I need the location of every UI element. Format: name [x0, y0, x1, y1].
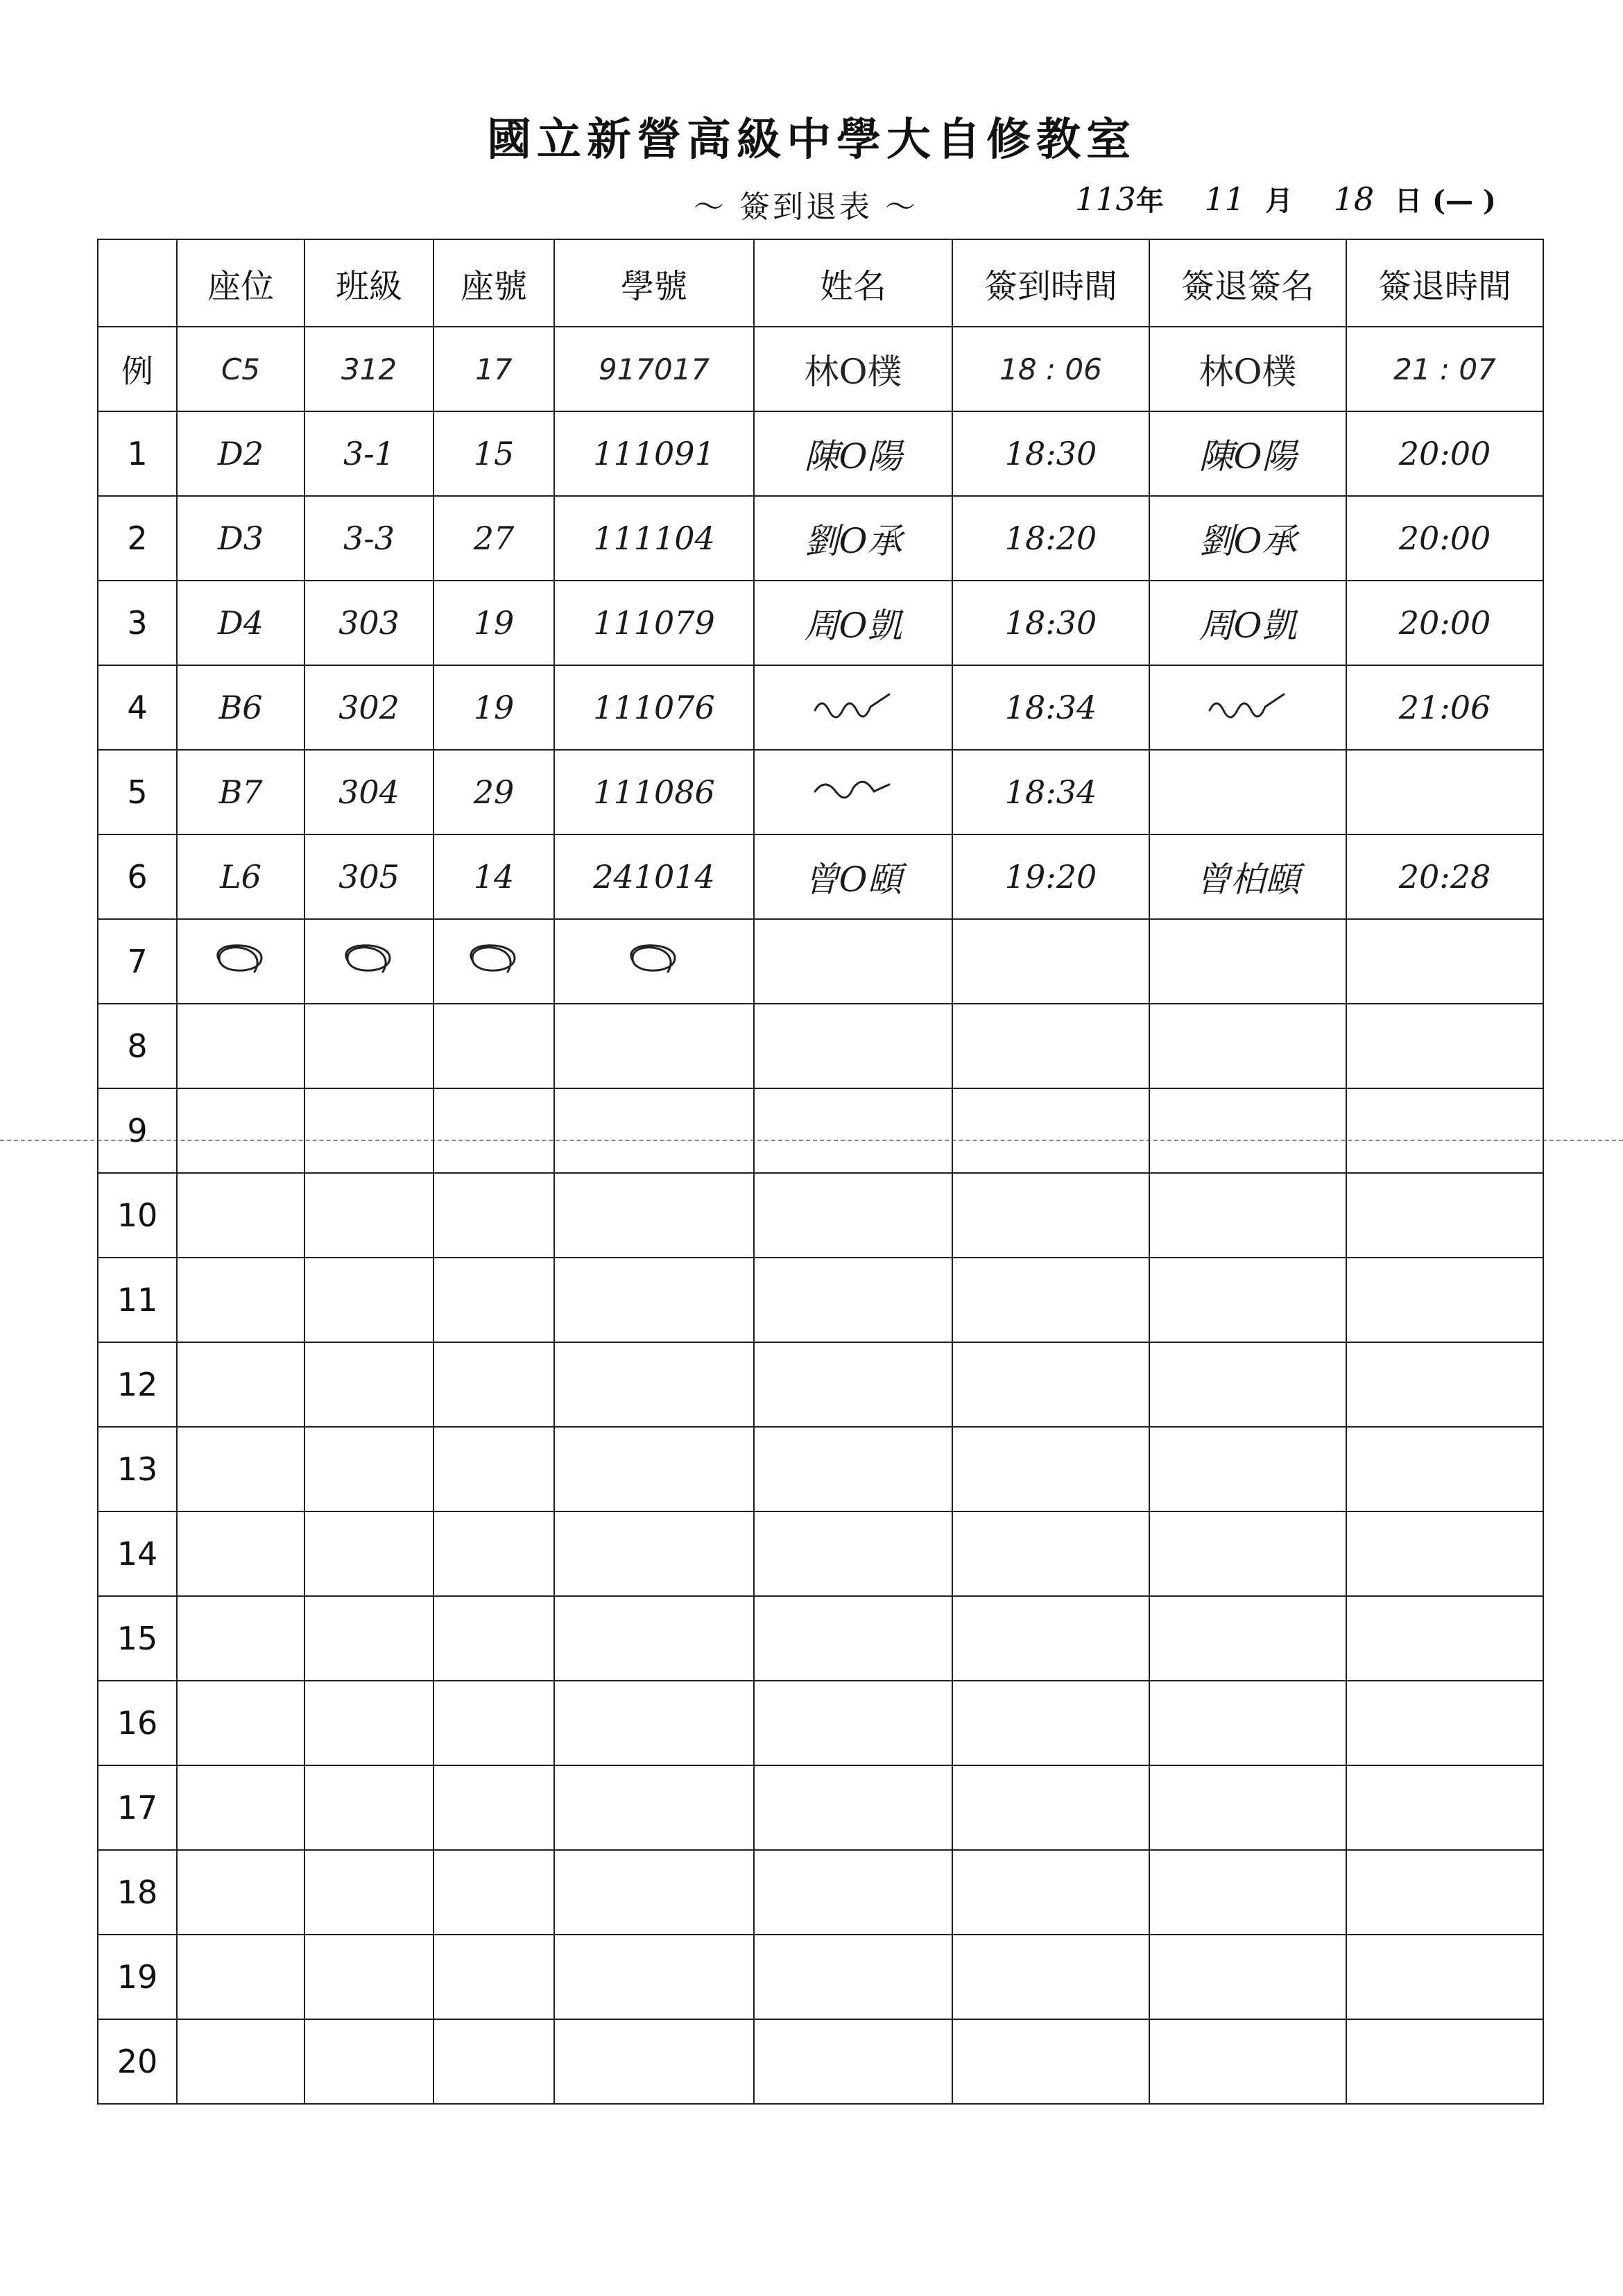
- cell-student-id: [554, 1511, 754, 1596]
- cell-sign-out-time: [1346, 1511, 1543, 1596]
- cell-class: 305: [304, 834, 433, 919]
- row-number: 17: [98, 1765, 177, 1850]
- table-row: [98, 665, 1543, 750]
- cell-sign-out-signature: [1149, 1427, 1346, 1511]
- cell-name: [754, 1173, 952, 1258]
- table-row: [98, 1681, 1543, 1765]
- row-number: 13: [98, 1427, 177, 1511]
- cell-seat-number: [433, 1173, 554, 1258]
- cell-sign-out-signature: [1149, 919, 1346, 1004]
- cell-sign-in-time: [952, 1258, 1149, 1342]
- example-sign-out-time: 21 : 07: [1346, 327, 1543, 411]
- row-number: 5: [98, 750, 177, 834]
- cell-sign-out-signature: 周O凱: [1149, 581, 1346, 665]
- cell-sign-out-signature: [1149, 1258, 1346, 1342]
- table-row: [98, 919, 1543, 1004]
- cell-seat: [177, 1173, 304, 1258]
- cell-sign-out-signature: [1149, 750, 1346, 834]
- cell-sign-in-time: 19:20: [952, 834, 1149, 919]
- cell-sign-out-signature: [1149, 2019, 1346, 2104]
- cell-seat-number: [433, 1850, 554, 1935]
- cell-sign-out-signature: 曾柏頤: [1149, 834, 1346, 919]
- cell-sign-out-time: [1346, 1681, 1543, 1765]
- cell-sign-in-time: [952, 1596, 1149, 1681]
- sign-in-table: [97, 239, 1544, 2105]
- date-month: 11: [1204, 180, 1245, 218]
- cell-sign-in-time: [952, 919, 1149, 1004]
- cell-name: [754, 1596, 952, 1681]
- table-row: [98, 1511, 1543, 1596]
- cell-sign-out-signature: 劉O承: [1149, 496, 1346, 581]
- cell-student-id: 111079: [554, 581, 754, 665]
- example-name: 林O樸: [754, 327, 952, 411]
- cell-seat-number: 29: [433, 750, 554, 834]
- date-day-unit: 日: [1394, 185, 1423, 217]
- cell-class: 303: [304, 581, 433, 665]
- cell-name: [754, 750, 952, 834]
- cell-sign-in-time: 18:34: [952, 665, 1149, 750]
- header-row: [98, 239, 1543, 327]
- cell-seat-number: [433, 1258, 554, 1342]
- cell-student-id: 111091: [554, 411, 754, 496]
- cell-class: [304, 1258, 433, 1342]
- cell-sign-in-time: 18:30: [952, 411, 1149, 496]
- table-row: [98, 1765, 1543, 1850]
- cell-seat: [177, 1511, 304, 1596]
- cell-seat-number: [433, 1765, 554, 1850]
- row-number: 20: [98, 2019, 177, 2104]
- cell-sign-out-signature: [1149, 1088, 1346, 1173]
- table-row: [98, 1342, 1543, 1427]
- cell-seat: D4: [177, 581, 304, 665]
- cell-sign-out-signature: [1149, 1850, 1346, 1935]
- cell-seat: [177, 1427, 304, 1511]
- cell-class: [304, 1511, 433, 1596]
- cell-sign-out-time: 21:06: [1346, 665, 1543, 750]
- date-weekday: (— ): [1432, 185, 1496, 217]
- cell-sign-out-signature: [1149, 1004, 1346, 1088]
- document-subtitle: ～ 簽到退表 ～: [694, 189, 918, 225]
- cell-sign-out-time: [1346, 1427, 1543, 1511]
- cell-seat: D2: [177, 411, 304, 496]
- cell-class: [304, 919, 433, 1004]
- row-number: 14: [98, 1511, 177, 1596]
- cell-sign-out-signature: [1149, 1681, 1346, 1765]
- row-number: 4: [98, 665, 177, 750]
- cell-seat-number: [433, 1596, 554, 1681]
- cell-name: [754, 1681, 952, 1765]
- cell-sign-in-time: [952, 1173, 1149, 1258]
- cell-sign-out-time: [1346, 1258, 1543, 1342]
- cell-seat: B7: [177, 750, 304, 834]
- table-row: [98, 834, 1543, 919]
- cell-sign-out-time: [1346, 1850, 1543, 1935]
- example-class: 312: [304, 327, 433, 411]
- cell-seat-number: [433, 1342, 554, 1427]
- header-sign-out-time: 簽退時間: [1346, 239, 1543, 327]
- cell-seat: [177, 1850, 304, 1935]
- cell-name: [754, 2019, 952, 2104]
- row-number: 3: [98, 581, 177, 665]
- cell-name: [754, 1935, 952, 2019]
- cell-class: [304, 1935, 433, 2019]
- cell-seat-number: [433, 1088, 554, 1173]
- table-row: [98, 411, 1543, 496]
- header-seat: 座位: [177, 239, 304, 327]
- crossed-out-scribble-icon: [452, 934, 535, 982]
- cell-name: [754, 1511, 952, 1596]
- cell-seat: [177, 1258, 304, 1342]
- cell-sign-out-time: [1346, 1596, 1543, 1681]
- cell-name: [754, 1088, 952, 1173]
- cell-student-id: [554, 1765, 754, 1850]
- table-row: [98, 1427, 1543, 1511]
- cell-seat-number: [433, 1004, 554, 1088]
- row-number: 15: [98, 1596, 177, 1681]
- cell-student-id: [554, 1596, 754, 1681]
- cell-class: [304, 1004, 433, 1088]
- cell-sign-out-time: [1346, 919, 1543, 1004]
- cell-name: [754, 665, 952, 750]
- cell-sign-out-time: [1346, 1342, 1543, 1427]
- cell-student-id: 111076: [554, 665, 754, 750]
- cell-sign-out-signature: 陳O陽: [1149, 411, 1346, 496]
- row-number: 16: [98, 1681, 177, 1765]
- cell-class: 302: [304, 665, 433, 750]
- header-sign-out-signature: 簽退簽名: [1149, 239, 1346, 327]
- cell-name: [754, 1004, 952, 1088]
- cell-class: [304, 1088, 433, 1173]
- signature-scribble-icon: [1206, 679, 1289, 728]
- example-row: [98, 327, 1543, 411]
- table-row: [98, 1596, 1543, 1681]
- cell-student-id: [554, 1850, 754, 1935]
- cell-name: [754, 919, 952, 1004]
- row-number: 8: [98, 1004, 177, 1088]
- cell-sign-out-time: 20:00: [1346, 581, 1543, 665]
- row-number: 9: [98, 1088, 177, 1173]
- cell-seat: D3: [177, 496, 304, 581]
- cell-sign-in-time: [952, 1511, 1149, 1596]
- cell-class: 304: [304, 750, 433, 834]
- cell-seat: [177, 1765, 304, 1850]
- cell-class: [304, 1681, 433, 1765]
- row-number: 11: [98, 1258, 177, 1342]
- table-row: [98, 750, 1543, 834]
- table-row: [98, 1004, 1543, 1088]
- cell-seat-number: 19: [433, 665, 554, 750]
- cell-name: [754, 1765, 952, 1850]
- date-day: 18: [1333, 180, 1375, 218]
- signature-scribble-icon: [812, 679, 895, 728]
- row-number: 18: [98, 1850, 177, 1935]
- cell-sign-out-time: [1346, 1173, 1543, 1258]
- cell-sign-in-time: 18:34: [952, 750, 1149, 834]
- example-label: 例: [98, 327, 177, 411]
- cell-sign-out-signature: [1149, 1173, 1346, 1258]
- cell-sign-out-signature: [1149, 1596, 1346, 1681]
- row-number: 7: [98, 919, 177, 1004]
- row-number: 12: [98, 1342, 177, 1427]
- row-number: 1: [98, 411, 177, 496]
- cell-class: 3-1: [304, 411, 433, 496]
- example-seat-number: 17: [433, 327, 554, 411]
- cell-seat-number: [433, 919, 554, 1004]
- date-month-unit: 月: [1265, 185, 1294, 217]
- cell-student-id: 111086: [554, 750, 754, 834]
- row-number: 10: [98, 1173, 177, 1258]
- cell-seat: [177, 1088, 304, 1173]
- header-class: 班級: [304, 239, 433, 327]
- header-name: 姓名: [754, 239, 952, 327]
- cell-seat-number: 27: [433, 496, 554, 581]
- cell-seat-number: [433, 1511, 554, 1596]
- example-sign-in-time: 18 : 06: [952, 327, 1149, 411]
- cell-sign-out-time: [1346, 1088, 1543, 1173]
- cell-sign-in-time: [952, 1850, 1149, 1935]
- cell-sign-out-time: [1346, 2019, 1543, 2104]
- cell-sign-out-time: 20:28: [1346, 834, 1543, 919]
- cell-sign-out-time: [1346, 750, 1543, 834]
- cell-seat-number: 15: [433, 411, 554, 496]
- cell-sign-out-time: 20:00: [1346, 496, 1543, 581]
- table-row: [98, 1088, 1543, 1173]
- cell-name: 曾O頤: [754, 834, 952, 919]
- crossed-out-scribble-icon: [612, 934, 696, 982]
- header-cell-blank: [98, 239, 177, 327]
- document-title: 國立新營高級中學大自修教室: [487, 114, 1136, 166]
- row-number: 6: [98, 834, 177, 919]
- cell-class: [304, 2019, 433, 2104]
- cell-sign-out-signature: [1149, 1765, 1346, 1850]
- table-row: [98, 496, 1543, 581]
- table-row: [98, 1850, 1543, 1935]
- table-row: [98, 581, 1543, 665]
- cell-student-id: [554, 1342, 754, 1427]
- cell-class: [304, 1765, 433, 1850]
- example-sign-out-signature: 林O樸: [1149, 327, 1346, 411]
- crossed-out-scribble-icon: [199, 934, 282, 982]
- row-number: 2: [98, 496, 177, 581]
- date-line: [1075, 179, 1496, 219]
- cell-sign-in-time: [952, 1681, 1149, 1765]
- cell-student-id: [554, 2019, 754, 2104]
- header-sign-in-time: 簽到時間: [952, 239, 1149, 327]
- cell-sign-in-time: 18:20: [952, 496, 1149, 581]
- cell-name: [754, 1258, 952, 1342]
- cell-seat: [177, 1935, 304, 2019]
- example-student-id: 917017: [554, 327, 754, 411]
- cell-sign-in-time: [952, 1935, 1149, 2019]
- cell-sign-out-time: [1346, 1765, 1543, 1850]
- cell-sign-out-time: [1346, 1004, 1543, 1088]
- cell-class: [304, 1427, 433, 1511]
- table-row: [98, 2019, 1543, 2104]
- cell-class: [304, 1342, 433, 1427]
- cell-student-id: [554, 1173, 754, 1258]
- row-number: 19: [98, 1935, 177, 2019]
- cell-sign-in-time: [952, 1765, 1149, 1850]
- cell-seat: [177, 1596, 304, 1681]
- cell-name: 劉O承: [754, 496, 952, 581]
- cell-name: 周O凱: [754, 581, 952, 665]
- cell-student-id: 111104: [554, 496, 754, 581]
- cell-student-id: [554, 919, 754, 1004]
- cell-seat-number: [433, 2019, 554, 2104]
- cell-class: [304, 1173, 433, 1258]
- date-year-unit: 年: [1135, 185, 1164, 217]
- cell-sign-in-time: [952, 2019, 1149, 2104]
- cell-seat: [177, 1681, 304, 1765]
- cell-seat-number: 19: [433, 581, 554, 665]
- cell-sign-out-signature: [1149, 1935, 1346, 2019]
- cell-class: [304, 1850, 433, 1935]
- table-row: [98, 1258, 1543, 1342]
- header-student-id: 學號: [554, 239, 754, 327]
- cell-name: 陳O陽: [754, 411, 952, 496]
- cell-sign-out-signature: [1149, 665, 1346, 750]
- cell-student-id: [554, 1935, 754, 2019]
- cell-student-id: [554, 1258, 754, 1342]
- cell-student-id: [554, 1427, 754, 1511]
- date-year: 113: [1075, 180, 1136, 218]
- cell-seat: [177, 2019, 304, 2104]
- cell-sign-out-signature: [1149, 1342, 1346, 1427]
- signature-scribble-icon: [812, 764, 895, 812]
- cell-sign-out-time: [1346, 1935, 1543, 2019]
- table-row: [98, 1173, 1543, 1258]
- cell-sign-in-time: [952, 1004, 1149, 1088]
- cell-seat: [177, 1342, 304, 1427]
- cell-student-id: [554, 1004, 754, 1088]
- cell-sign-in-time: 18:30: [952, 581, 1149, 665]
- cell-seat-number: [433, 1427, 554, 1511]
- cell-sign-out-time: 20:00: [1346, 411, 1543, 496]
- cell-seat: [177, 1004, 304, 1088]
- cell-sign-in-time: [952, 1342, 1149, 1427]
- cell-name: [754, 1342, 952, 1427]
- example-seat: C5: [177, 327, 304, 411]
- cell-seat-number: 14: [433, 834, 554, 919]
- cell-seat-number: [433, 1935, 554, 2019]
- cell-class: [304, 1596, 433, 1681]
- cell-sign-in-time: [952, 1427, 1149, 1511]
- cell-sign-out-signature: [1149, 1511, 1346, 1596]
- cell-student-id: [554, 1088, 754, 1173]
- cell-seat: B6: [177, 665, 304, 750]
- cell-name: [754, 1850, 952, 1935]
- crossed-out-scribble-icon: [327, 934, 411, 982]
- cell-seat: [177, 919, 304, 1004]
- cell-sign-in-time: [952, 1088, 1149, 1173]
- cell-class: 3-3: [304, 496, 433, 581]
- cell-student-id: [554, 1681, 754, 1765]
- cell-name: [754, 1427, 952, 1511]
- cell-seat: L6: [177, 834, 304, 919]
- cell-seat-number: [433, 1681, 554, 1765]
- table-row: [98, 1935, 1543, 2019]
- header-seat-number: 座號: [433, 239, 554, 327]
- cell-student-id: 241014: [554, 834, 754, 919]
